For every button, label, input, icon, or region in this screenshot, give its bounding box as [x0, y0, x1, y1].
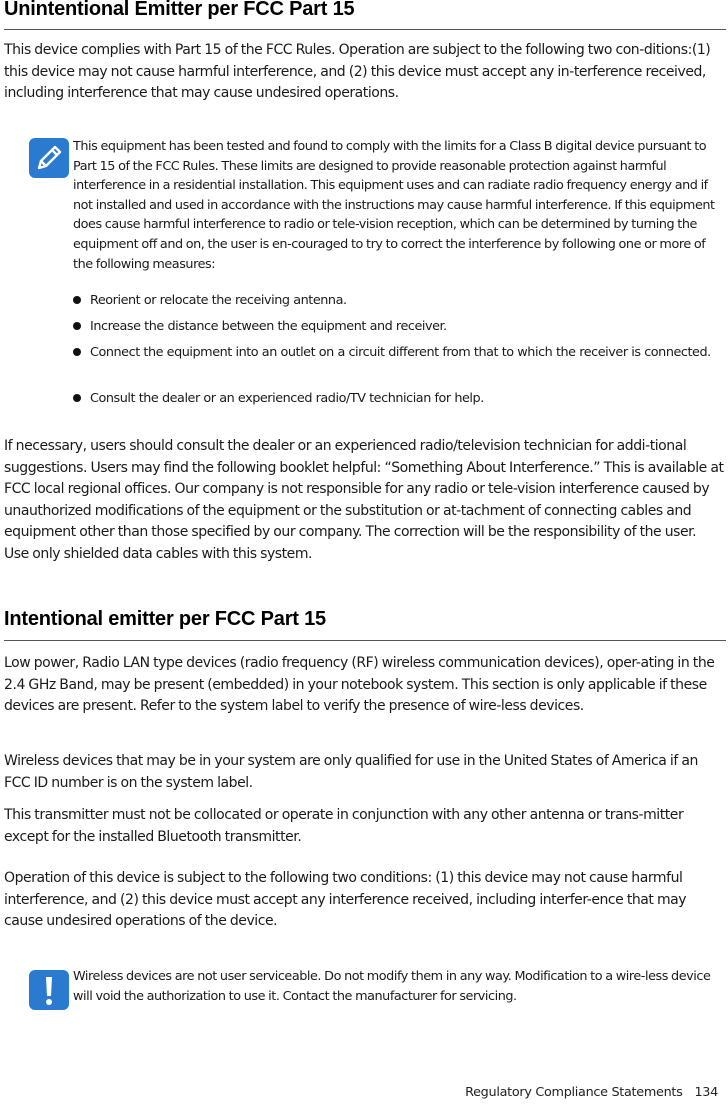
section2-paragraph: Operation of this device is subject to the following two conditions: (1) this device may not cause harmful interference, and (2) this device must accept any interference received, including interfer-ence that may cause undesired operations of the device. [4, 870, 687, 929]
section2-rule [4, 640, 726, 641]
page-number: 134 [694, 1085, 718, 1100]
warning-icon [29, 970, 69, 1010]
pencil-note-icon [29, 138, 69, 178]
footer-section-title: Regulatory Compliance Statements [465, 1085, 683, 1100]
section1-intro: This device complies with Part 15 of the FCC Rules. Operation are subject to the following two con-ditions:(1) this device may not cause harmful interference, and (2) this device must accept any in-terference received, including interference that may cause undesired operations. [4, 42, 711, 101]
section2-paragraph: Low power, Radio LAN type devices (radio frequency (RF) wireless communication devices), oper-ating in the 2.4 GHz Band, may be present (embedded) in your notebook system. This section is only applicable if these devices are present. Refer to the system label to verify the presence of wire-less devices. [4, 655, 715, 714]
section1-rule [4, 29, 726, 30]
warning-text: Wireless devices are not user serviceable. Do not modify them in any way. Modification to a wire-less device will void the authorization to use it. Contact the manufacturer for servicing. [73, 969, 711, 1004]
bullet-icon [73, 348, 81, 356]
bullet-icon [73, 322, 81, 330]
section1-heading: Unintentional Emitter per FCC Part 15 [4, 0, 355, 20]
section2-paragraph: Wireless devices that may be in your system are only qualified for use in the United States of America if an FCC ID number is on the system label. [4, 753, 698, 791]
section2-heading: Intentional emitter per FCC Part 15 [4, 608, 326, 630]
page-footer [465, 1085, 718, 1100]
section1-closing: If necessary, users should consult the dealer or an experienced radio/television technician for addi-tional suggestions. Users may find the following booklet helpful: “Something About Interference.” This is available at FCC local regional offices. Our company is not responsible for any radio or tele-vision interference caused by unauthorized modifications of the equipment or the substitution or at-tachment of connecting cables and equipment other than those specified by our company. The correction will be the responsibility of the user. Use only shielded data cables with this system. [4, 438, 724, 562]
list-item: Consult the dealer or an experienced radio/TV technician for help. [73, 389, 726, 409]
section2-paragraph: This transmitter must not be collocated or operate in conjunction with any other antenna or trans-mitter except for the installed Bluetooth transmitter. [4, 807, 684, 845]
bullet-icon [73, 394, 81, 402]
note-text: This equipment has been tested and found to comply with the limits for a Class B digital device pursuant to Part 15 of the FCC Rules. These limits are designed to provide reasonable protection against harmful interference in a residential installation. This equipment uses and can radiate radio frequency energy and if not installed and used in accordance with the instructions may cause harmful interference. If this equipment does cause harmful interference to radio or tele-vision reception, which can be determined by turning the equipment off and on, the user is en-couraged to try to correct the interference by following one or more of the following measures: [73, 139, 715, 272]
list-item: Reorient or relocate the receiving antenna. [73, 291, 726, 311]
list-item: Connect the equipment into an outlet on a circuit different from that to which the receiver is connected. [73, 343, 726, 363]
bullet-icon [73, 296, 81, 304]
list-item: Increase the distance between the equipment and receiver. [73, 317, 726, 337]
